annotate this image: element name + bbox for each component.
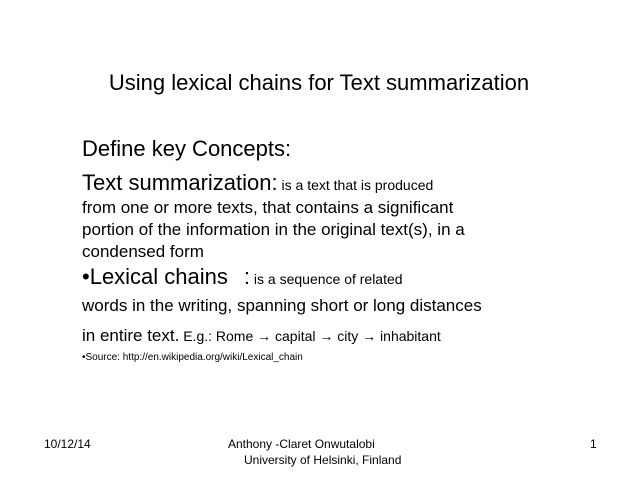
lexical-chains-term: Lexical chains [89,264,228,289]
source-citation: •Source: http://en.wikipedia.org/wiki/Lexical_chain [82,352,303,363]
define-heading: Define key Concepts: [82,136,292,161]
text-summarization-line-3: portion of the information in the original text(s), in a [82,220,465,239]
text-summarization-line-4: condensed form [82,242,204,261]
text-summarization-lead: is a text that is produced [277,177,434,193]
footer-page-number: 1 [590,437,597,451]
lexical-chains-line-2: words in the writing, spanning short or long distances [82,296,482,315]
lexical-chains-example: E.g.: Rome → capital → city → inhabitant [179,328,441,344]
footer-author: Anthony -Claret Onwutalobi [228,437,375,451]
footer-university: University of Helsinki, Finland [244,453,402,467]
lexical-chains-line-3-text: in entire text. [82,326,180,345]
lexical-chains-colon: : [243,264,251,289]
slide-title: Using lexical chains for Text summarization [108,70,530,95]
lexical-chains-lead: is a sequence of related [250,271,403,287]
text-summarization-line-2: from one or more texts, that contains a significant [82,198,454,217]
bullet-icon: • [82,264,90,289]
text-summarization-definition [82,170,433,196]
text-summarization-term: Text summarization: [82,170,278,195]
footer-date: 10/12/14 [44,437,91,451]
lexical-chains-definition [82,264,403,290]
lexical-chains-line-3 [82,326,441,346]
